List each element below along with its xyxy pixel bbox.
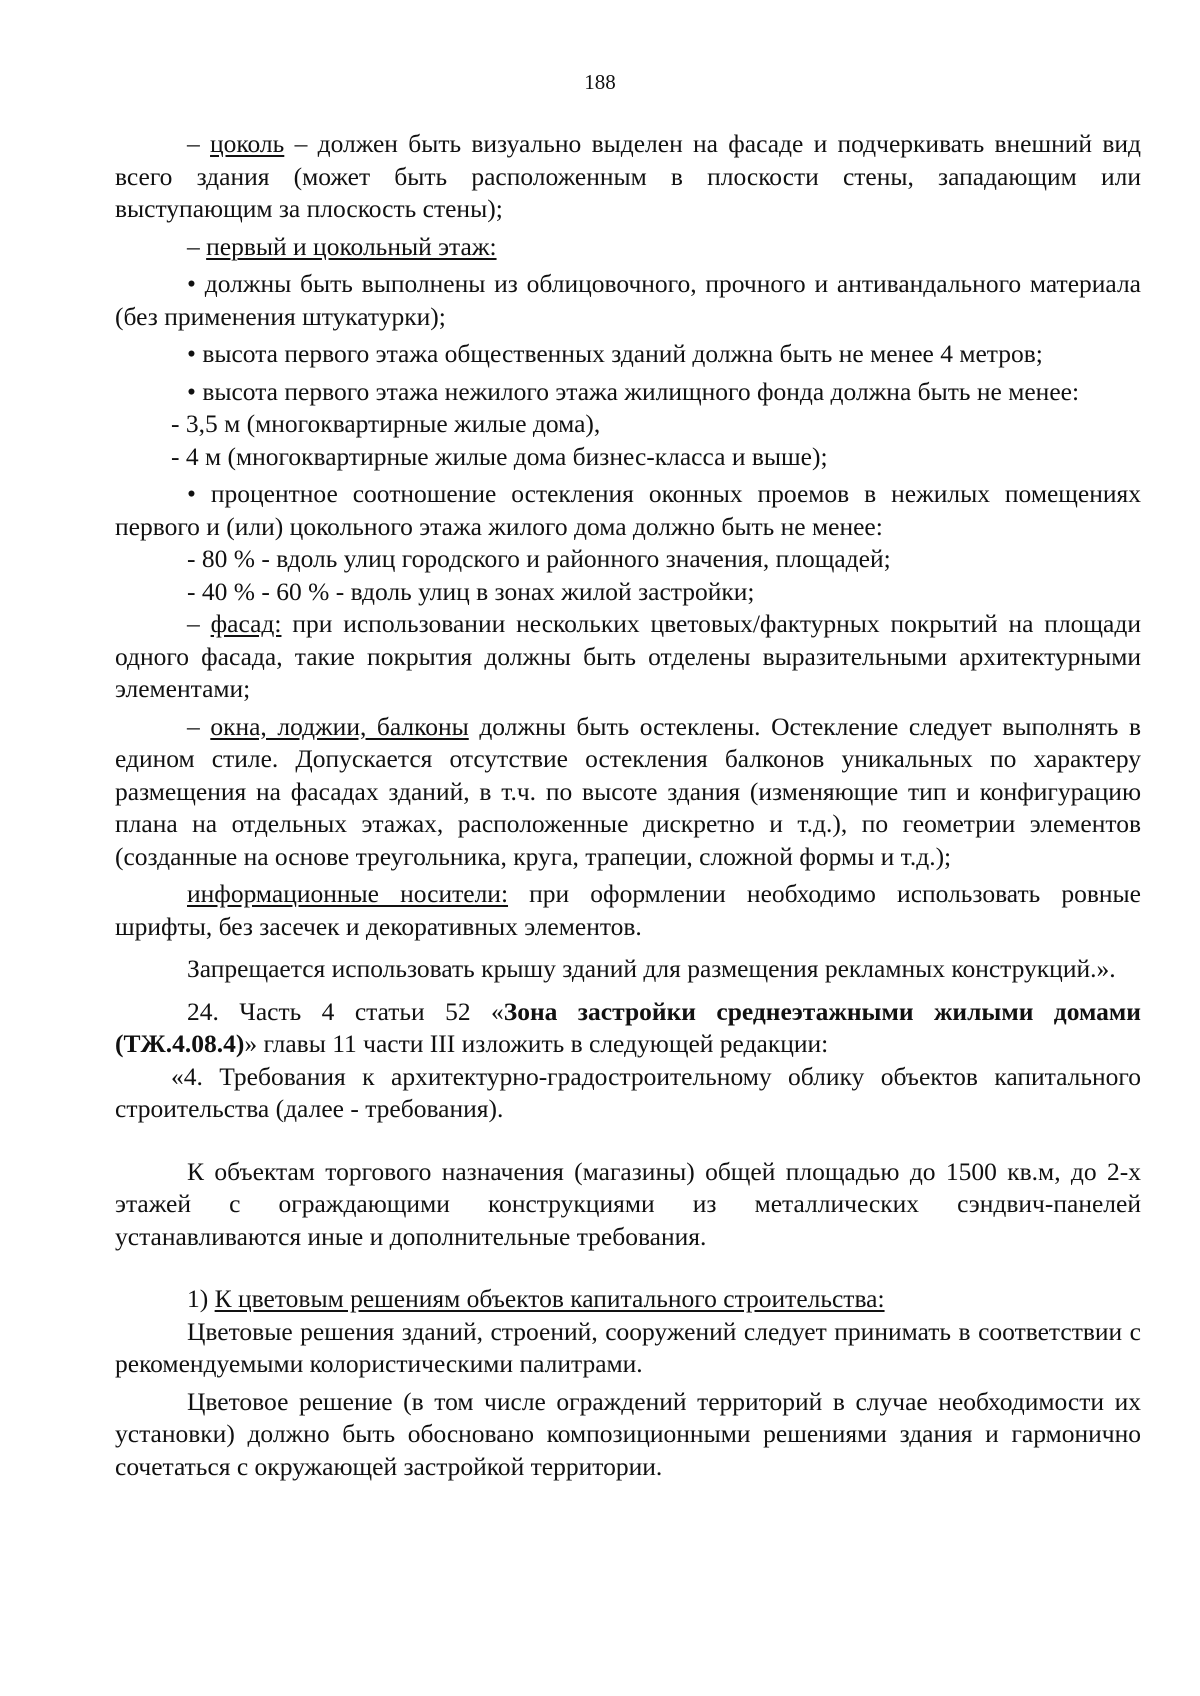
bullet-item [115, 478, 1141, 543]
dash: – [187, 711, 211, 741]
sub-item: - 80 % - вдоль улиц городского и районного значения, площадей; [187, 544, 891, 573]
term-plinth: цоколь [210, 129, 285, 158]
bullet-text: процентное соотношение остекления оконных проемов в нежилых помещениях первого и (или) цокольного этажа жилого дома должно быть не менее: [115, 479, 1141, 541]
paragraph-text: – должен быть визуально выделен на фасаде и подчеркивать внешний вид всего здания (может быть расположенным в плоскости стены, западающим или выступающим за плоскость стены); [115, 129, 1141, 223]
paragraph-retail: К объектам торгового назначения (магазины) общей площадью до 1500 кв.м, до 2-х этажей с ограждающими конструкциями из металлических сэндвич-панелей устанавливаются иные и дополнительные требования. [115, 1156, 1141, 1251]
paragraph-color-solution: Цветовое решение (в том числе ограждений территорий в случае необходимости их установки) должно быть обосновано композиционными решениями здания и гармонично сочетаться с окружающей застройкой территории. [115, 1386, 1141, 1481]
dash: – [187, 609, 211, 638]
paragraph-plinth [115, 128, 1141, 226]
term-first-floor: первый и цокольный этаж: [206, 231, 497, 261]
bullet-item [115, 376, 1141, 409]
section-number: 1) [187, 1284, 215, 1313]
paragraph-requirements: «4. Требования к архитектурно-градостроительному облику объектов капитального строительства (далее - требования). [115, 1061, 1141, 1123]
dash: – [187, 129, 211, 158]
term-facade: фасад: [210, 609, 282, 638]
paragraph-windows [115, 711, 1141, 874]
zone-title: Зона застройки среднеэтажными жилыми домами (ТЖ.4.08.4) [115, 996, 1141, 1058]
paragraph-signage [115, 878, 1141, 943]
bullet-icon: • [187, 339, 196, 368]
bullet-text: должны быть выполнены из облицовочного, прочного и антивандального материала (без применения штукатурки); [115, 269, 1141, 331]
section-heading-color [115, 1283, 1141, 1316]
paragraph-text: должны быть остеклены. Остекление следует выполнять в едином стиле. Допускается отсутствие остекления балконов уникальных по характеру размещения на фасадах зданий, в т.ч. по высоте здания (изменяющие тип и конфигурацию плана на отдельных этажах, расположенные дискретно и т.д.), по геометрии элементов (созданные на основе треугольника, круга, трапеции, сложной формы и т.д.); [115, 711, 1142, 871]
paragraph-color-palettes: Цветовые решения зданий, строений, сооружений следует принимать в соответствии с рекомендуемыми колористическими палитрами. [115, 1316, 1141, 1378]
bullet-icon: • [187, 376, 196, 406]
sub-item: - 40 % - 60 % - вдоль улиц в зонах жилой застройки; [187, 576, 755, 606]
bullet-icon: • [187, 479, 196, 508]
document-body [115, 128, 1141, 1483]
paragraph-facade [115, 608, 1141, 706]
term-signage: информационные носители: [187, 879, 509, 908]
sub-item: - 4 м (многоквартирные жилые дома бизнес-класса и выше); [171, 441, 828, 471]
dash: – [187, 231, 207, 261]
paragraph-text: » главы 11 части III изложить в следующей редакции: [244, 1029, 829, 1058]
section-title: К цветовым решениям объектов капитального строительства: [214, 1284, 885, 1313]
paragraph-text: при использовании нескольких цветовых/фактурных покрытий на площади одного фасада, такие покрытия должны быть отделены выразительными архитектурными элементами; [115, 609, 1141, 703]
paragraph-roof-ads: Запрещается использовать крышу зданий для размещения рекламных конструкций.». [187, 954, 1116, 983]
paragraph-first-floor [115, 231, 1141, 264]
bullet-item [115, 268, 1141, 333]
bullet-text: высота первого этажа общественных зданий должна быть не менее 4 метров; [195, 339, 1043, 368]
bullet-item [115, 338, 1141, 371]
sub-item: - 3,5 м (многоквартирные жилые дома), [171, 409, 601, 438]
page-number: 188 [584, 70, 616, 94]
bullet-text: высота первого этажа нежилого этажа жилищного фонда должна быть не менее: [195, 376, 1080, 406]
paragraph-item-24 [115, 996, 1141, 1061]
paragraph-text: 24. Часть 4 статьи 52 « [187, 996, 504, 1026]
term-windows: окна, лоджии, балконы [210, 711, 469, 741]
bullet-icon: • [187, 269, 196, 298]
paragraph-text: при оформлении необходимо использовать ровные шрифты, без засечек и декоративных элементов. [115, 879, 1141, 941]
